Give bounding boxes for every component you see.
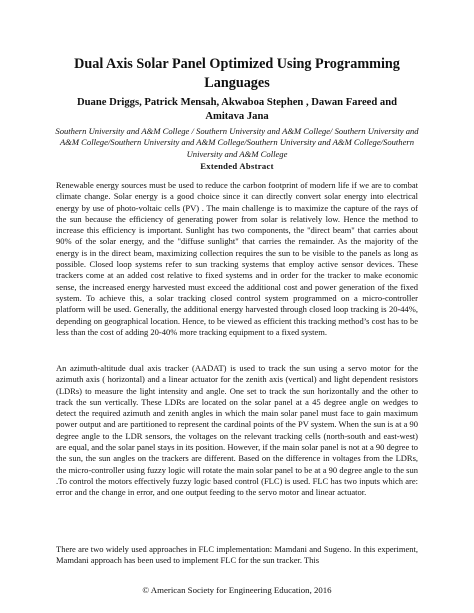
copyright-footer: © American Society for Engineering Education, 2016 — [142, 585, 332, 595]
body-paragraph: An azimuth-altitude dual axis tracker (AADAT) is used to track the sun using a servo motor for the azimuth axis ( horizontal) and a linear actuator for the zenith axis (vertical) and light dependent resistors (LDRs) to measure the light intensity and angle. One set to track the sun horizontally and the other to track the sun vertically. These LDRs are located on the solar panel at a 45 degree angle on wedges to detect the required azimuth and zenith angles in which the main solar panel must face to gain maximum power output and are partitioned to represent the cardinal points of the PV system. When the sun is at a 90 degree angle to the LDR sensors, the voltages on the relevant tracking cells (north-south and east-west) are equal, and the solar panel stays in its position. However, if the main solar panel is not at a 90 degree to the sun, the sun angles on the trackers are different. Based on the difference in voltages from the LDRs, the micro-controller using fuzzy logic will rotate the main solar panel to be at a 90 degree angle to the sun .To control the motors effectively fuzzy logic based control (FLC) is used. FLC has two inputs which are: error and the change in error, and one output feeding to the servo motor and linear actuator. — [56, 363, 418, 498]
author-list: Duane Driggs, Patrick Mensah, Akwaboa Stephen , Dawan Fareed and Amitava Jana — [77, 97, 397, 122]
author-affiliations: Southern University and A&M College / Southern University and A&M College/ Southern University and A&M College/Southern University and A&M College/Southern University and A&M College/Southern University and A&M College — [55, 126, 419, 159]
abstract-heading: Extended Abstract — [200, 161, 274, 171]
body-paragraph: Renewable energy sources must be used to reduce the carbon footprint of modern life if we are to combat climate change. Solar energy is a good choice since it can directly convert solar energy into electrical energy by use of photo-voltaic cells (PV) . The main challenge is to maximize the capture of the rays of the sun because the efficiency of generating power from solar is relatively low. Hence the method to increase this efficiency is important. Sunlight has two components, the "direct beam" that carries about 90% of the solar energy, and the "diffuse sunlight" that carries the remainder. As the majority of the energy is in the direct beam, maximizing collection requires the sun to be visible to the panels as long as possible. Closed loop systems refer to sun tracking systems that employ active sensor devices. These trackers come at an added cost relative to fixed systems and in order for the tracker to make economic sense, the increased energy harvested must exceed the additional cost and power generation of the fixed system. To achieve this, a solar tracking closed control system programmed on a micro-controller platform will be used. Generally, the additional energy harvested through closed loop tracking is 20-44%, depending on geographical location. Hence, to be viewed as efficient this tracking method’s cost has to be less than the cost of adding 20-40% more tracking equipment to a fixed system. — [56, 180, 418, 337]
paper-title: Dual Axis Solar Panel Optimized Using Programming Languages — [74, 56, 400, 91]
body-paragraph: There are two widely used approaches in FLC implementation: Mamdani and Sugeno. In this experiment, Mamdani approach has been used to implement FLC for the sun tracker. This — [56, 544, 418, 566]
